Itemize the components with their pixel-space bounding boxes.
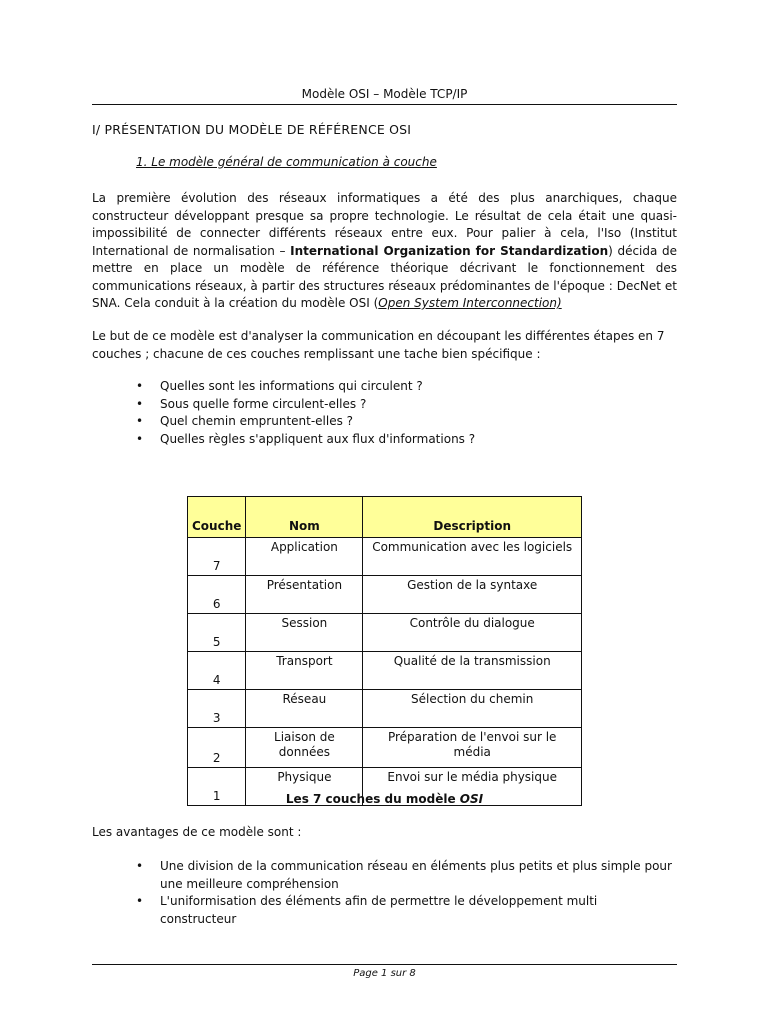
layer-number: 3	[188, 690, 246, 728]
goal-paragraph: Le but de ce modèle est d'analyser la communication en découpant les différentes étapes en 7 couches ; chacune de ces couches remplissant une tache bien spécifique :	[92, 329, 665, 361]
advantages-list	[92, 858, 677, 928]
layer-name: Application	[246, 538, 363, 576]
osi-layers-table	[187, 496, 582, 806]
layer-description: Sélection du chemin	[363, 690, 582, 728]
list-item: • Sous quelle forme circulent-elles ?	[92, 396, 677, 414]
table-header-row	[188, 497, 582, 538]
column-header-name: Nom	[246, 497, 363, 538]
table-row	[188, 728, 582, 768]
layer-number: 5	[188, 614, 246, 652]
list-item: • Une division de la communication réseau en éléments plus petits et plus simple pour une meilleure compréhension	[92, 858, 677, 893]
layer-description: Préparation de l'envoi sur le média	[363, 728, 582, 768]
layer-number: 6	[188, 576, 246, 614]
column-header-layer: Couche	[188, 497, 246, 538]
table-caption	[92, 792, 677, 806]
layer-number: 1	[188, 768, 246, 806]
osi-expansion-link[interactable]: Open System Interconnection)	[378, 296, 562, 310]
layer-description: Contrôle du dialogue	[363, 614, 582, 652]
footer-rule	[92, 964, 677, 965]
advantages-intro: Les avantages de ce modèle sont :	[92, 825, 302, 839]
page-footer: Page 1 sur 8	[353, 968, 416, 979]
list-item: • Quelles sont les informations qui circulent ?	[92, 378, 677, 396]
intro-text-b: ) décida de mettre en place un modèle de référence théorique décrivant le fonctionnement des communications réseaux, à partir des structures réseaux prédominantes de l'époque : DecNet et SNA. Cela conduit à la création du modèle OSI (	[92, 243, 678, 310]
table-row	[188, 538, 582, 576]
page-header-title: Modèle OSI – Modèle TCP/IP	[301, 87, 468, 101]
layer-name: Présentation	[246, 576, 363, 614]
layer-name: Transport	[246, 652, 363, 690]
table-row	[188, 690, 582, 728]
table-row	[188, 652, 582, 690]
layer-description: Envoi sur le média physique	[363, 768, 582, 806]
section-title: I/ PRÉSENTATION DU MODÈLE DE RÉFÉRENCE OSI	[92, 122, 412, 137]
layer-name: Réseau	[246, 690, 363, 728]
intro-paragraph	[92, 190, 677, 313]
layer-number: 4	[188, 652, 246, 690]
caption-text: Les 7 couches du modèle	[285, 792, 460, 806]
layer-description: Communication avec les logiciels	[363, 538, 582, 576]
layer-description: Gestion de la syntaxe	[363, 576, 582, 614]
layer-description: Qualité de la transmission	[363, 652, 582, 690]
subsection-title: 1. Le modèle général de communication à couche	[136, 155, 437, 169]
intro-text-a: La première évolution des réseaux informatiques a été des plus anarchiques, chaque constructeur développant presque sa propre technologie. Le résultat de cela était une quasi-impossibilité de connecter différents réseaux entre eux. Pour palier à cela, l'Iso (Institut International de normalisation –	[92, 191, 677, 258]
table-row	[188, 614, 582, 652]
list-item: • Quel chemin empruntent-elles ?	[92, 413, 677, 431]
caption-osi: OSI	[459, 792, 484, 806]
layer-number: 7	[188, 538, 246, 576]
list-item: • L'uniformisation des éléments afin de permettre le développement multi constructeur	[92, 893, 677, 928]
questions-list	[92, 378, 677, 448]
layer-name: Session	[246, 614, 363, 652]
table-row	[188, 576, 582, 614]
list-item: • Quelles règles s'appliquent aux flux d'informations ?	[92, 431, 677, 449]
column-header-description: Description	[363, 497, 582, 538]
intro-bold-term: International Organization for Standardization	[290, 243, 609, 258]
header-rule	[92, 104, 677, 105]
layer-name: Liaison de données	[246, 728, 363, 768]
layer-name: Physique	[246, 768, 363, 806]
layer-number: 2	[188, 728, 246, 768]
